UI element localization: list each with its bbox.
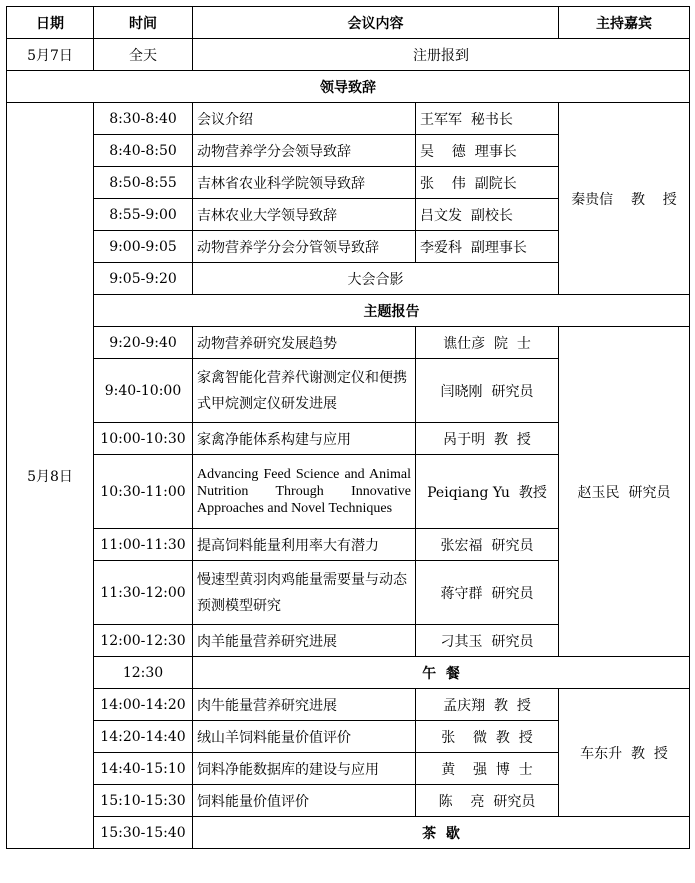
row-time: 14:00-14:20 <box>94 689 193 721</box>
table-row <box>7 327 690 359</box>
row-speaker: 刁其玉 研究员 <box>416 625 559 657</box>
row-speaker: 张 伟 副院长 <box>416 167 559 199</box>
header-content: 会议内容 <box>193 7 559 39</box>
row-speaker: 蒋守群 研究员 <box>416 561 559 625</box>
row-speaker: 吴 德 理事长 <box>416 135 559 167</box>
section-row-keynote <box>7 295 690 327</box>
table-row <box>7 103 690 135</box>
row-speaker: 李爱科 副理事长 <box>416 231 559 263</box>
row-speaker: 孟庆翔 教 授 <box>416 689 559 721</box>
row-time: 8:50-8:55 <box>94 167 193 199</box>
row-time: 10:00-10:30 <box>94 423 193 455</box>
row-time: 8:55-9:00 <box>94 199 193 231</box>
leader-host: 秦贵信 教 授 <box>559 103 690 295</box>
row-content: Advancing Feed Science and Animal Nutrition Through Innovative Approaches and Novel Techniques <box>193 455 416 529</box>
row-speaker: 呙于明 教 授 <box>416 423 559 455</box>
row-time: 15:10-15:30 <box>94 785 193 817</box>
row-time: 11:30-12:00 <box>94 561 193 625</box>
row-speaker: 闫晓刚 研究员 <box>416 359 559 423</box>
registration-time: 全天 <box>94 39 193 71</box>
row-speaker: 黄 强 博 士 <box>416 753 559 785</box>
row-content: 提高饲料能量利用率大有潜力 <box>193 529 416 561</box>
row-content: 肉牛能量营养研究进展 <box>193 689 416 721</box>
row-content: 肉羊能量营养研究进展 <box>193 625 416 657</box>
row-speaker: 王军军 秘书长 <box>416 103 559 135</box>
registration-row <box>7 39 690 71</box>
row-time: 11:00-11:30 <box>94 529 193 561</box>
header-host: 主持嘉宾 <box>559 7 690 39</box>
lunch-content: 午 餐 <box>193 657 690 689</box>
registration-content: 注册报到 <box>193 39 690 71</box>
row-time: 8:40-8:50 <box>94 135 193 167</box>
day2-date: 5月8日 <box>7 103 94 849</box>
row-time: 9:40-10:00 <box>94 359 193 423</box>
tea-row <box>7 817 690 849</box>
row-time: 10:30-11:00 <box>94 455 193 529</box>
row-content: 家禽智能化营养代谢测定仪和便携式甲烷测定仪研发进展 <box>193 359 416 423</box>
row-time: 9:00-9:05 <box>94 231 193 263</box>
row-content: 饲料净能数据库的建设与应用 <box>193 753 416 785</box>
row-content: 动物营养学分会分管领导致辞 <box>193 231 416 263</box>
row-time: 14:40-15:10 <box>94 753 193 785</box>
section-row-leaders <box>7 71 690 103</box>
lunch-row <box>7 657 690 689</box>
row-speaker: 吕文发 副校长 <box>416 199 559 231</box>
registration-date: 5月7日 <box>7 39 94 71</box>
row-content: 吉林省农业科学院领导致辞 <box>193 167 416 199</box>
section-title-leaders: 领导致辞 <box>7 71 690 103</box>
header-date: 日期 <box>7 7 94 39</box>
photo-content: 大会合影 <box>193 263 559 295</box>
section-title-keynote: 主题报告 <box>94 295 690 327</box>
header-time: 时间 <box>94 7 193 39</box>
row-time: 9:20-9:40 <box>94 327 193 359</box>
row-content: 绒山羊饲料能量价值评价 <box>193 721 416 753</box>
row-speaker: Peiqiang Yu 教授 <box>416 455 559 529</box>
table-row <box>7 689 690 721</box>
tea-time: 15:30-15:40 <box>94 817 193 849</box>
photo-time: 9:05-9:20 <box>94 263 193 295</box>
tea-content: 茶 歇 <box>193 817 690 849</box>
row-content: 动物营养学分会领导致辞 <box>193 135 416 167</box>
row-content: 会议介绍 <box>193 103 416 135</box>
row-content: 吉林农业大学领导致辞 <box>193 199 416 231</box>
row-time: 14:20-14:40 <box>94 721 193 753</box>
row-speaker: 谯仕彦 院 士 <box>416 327 559 359</box>
row-time: 12:00-12:30 <box>94 625 193 657</box>
row-content: 饲料能量价值评价 <box>193 785 416 817</box>
agenda-table <box>6 6 690 849</box>
row-speaker: 张宏福 研究员 <box>416 529 559 561</box>
row-content: 动物营养研究发展趋势 <box>193 327 416 359</box>
row-content: 慢速型黄羽肉鸡能量需要量与动态预测模型研究 <box>193 561 416 625</box>
row-speaker: 陈 亮 研究员 <box>416 785 559 817</box>
row-content: 家禽净能体系构建与应用 <box>193 423 416 455</box>
lunch-time: 12:30 <box>94 657 193 689</box>
row-time: 8:30-8:40 <box>94 103 193 135</box>
keynote-host: 赵玉民 研究员 <box>559 327 690 657</box>
afternoon-host: 车东升 教 授 <box>559 689 690 817</box>
header-row <box>7 7 690 39</box>
row-speaker: 张 微 教 授 <box>416 721 559 753</box>
